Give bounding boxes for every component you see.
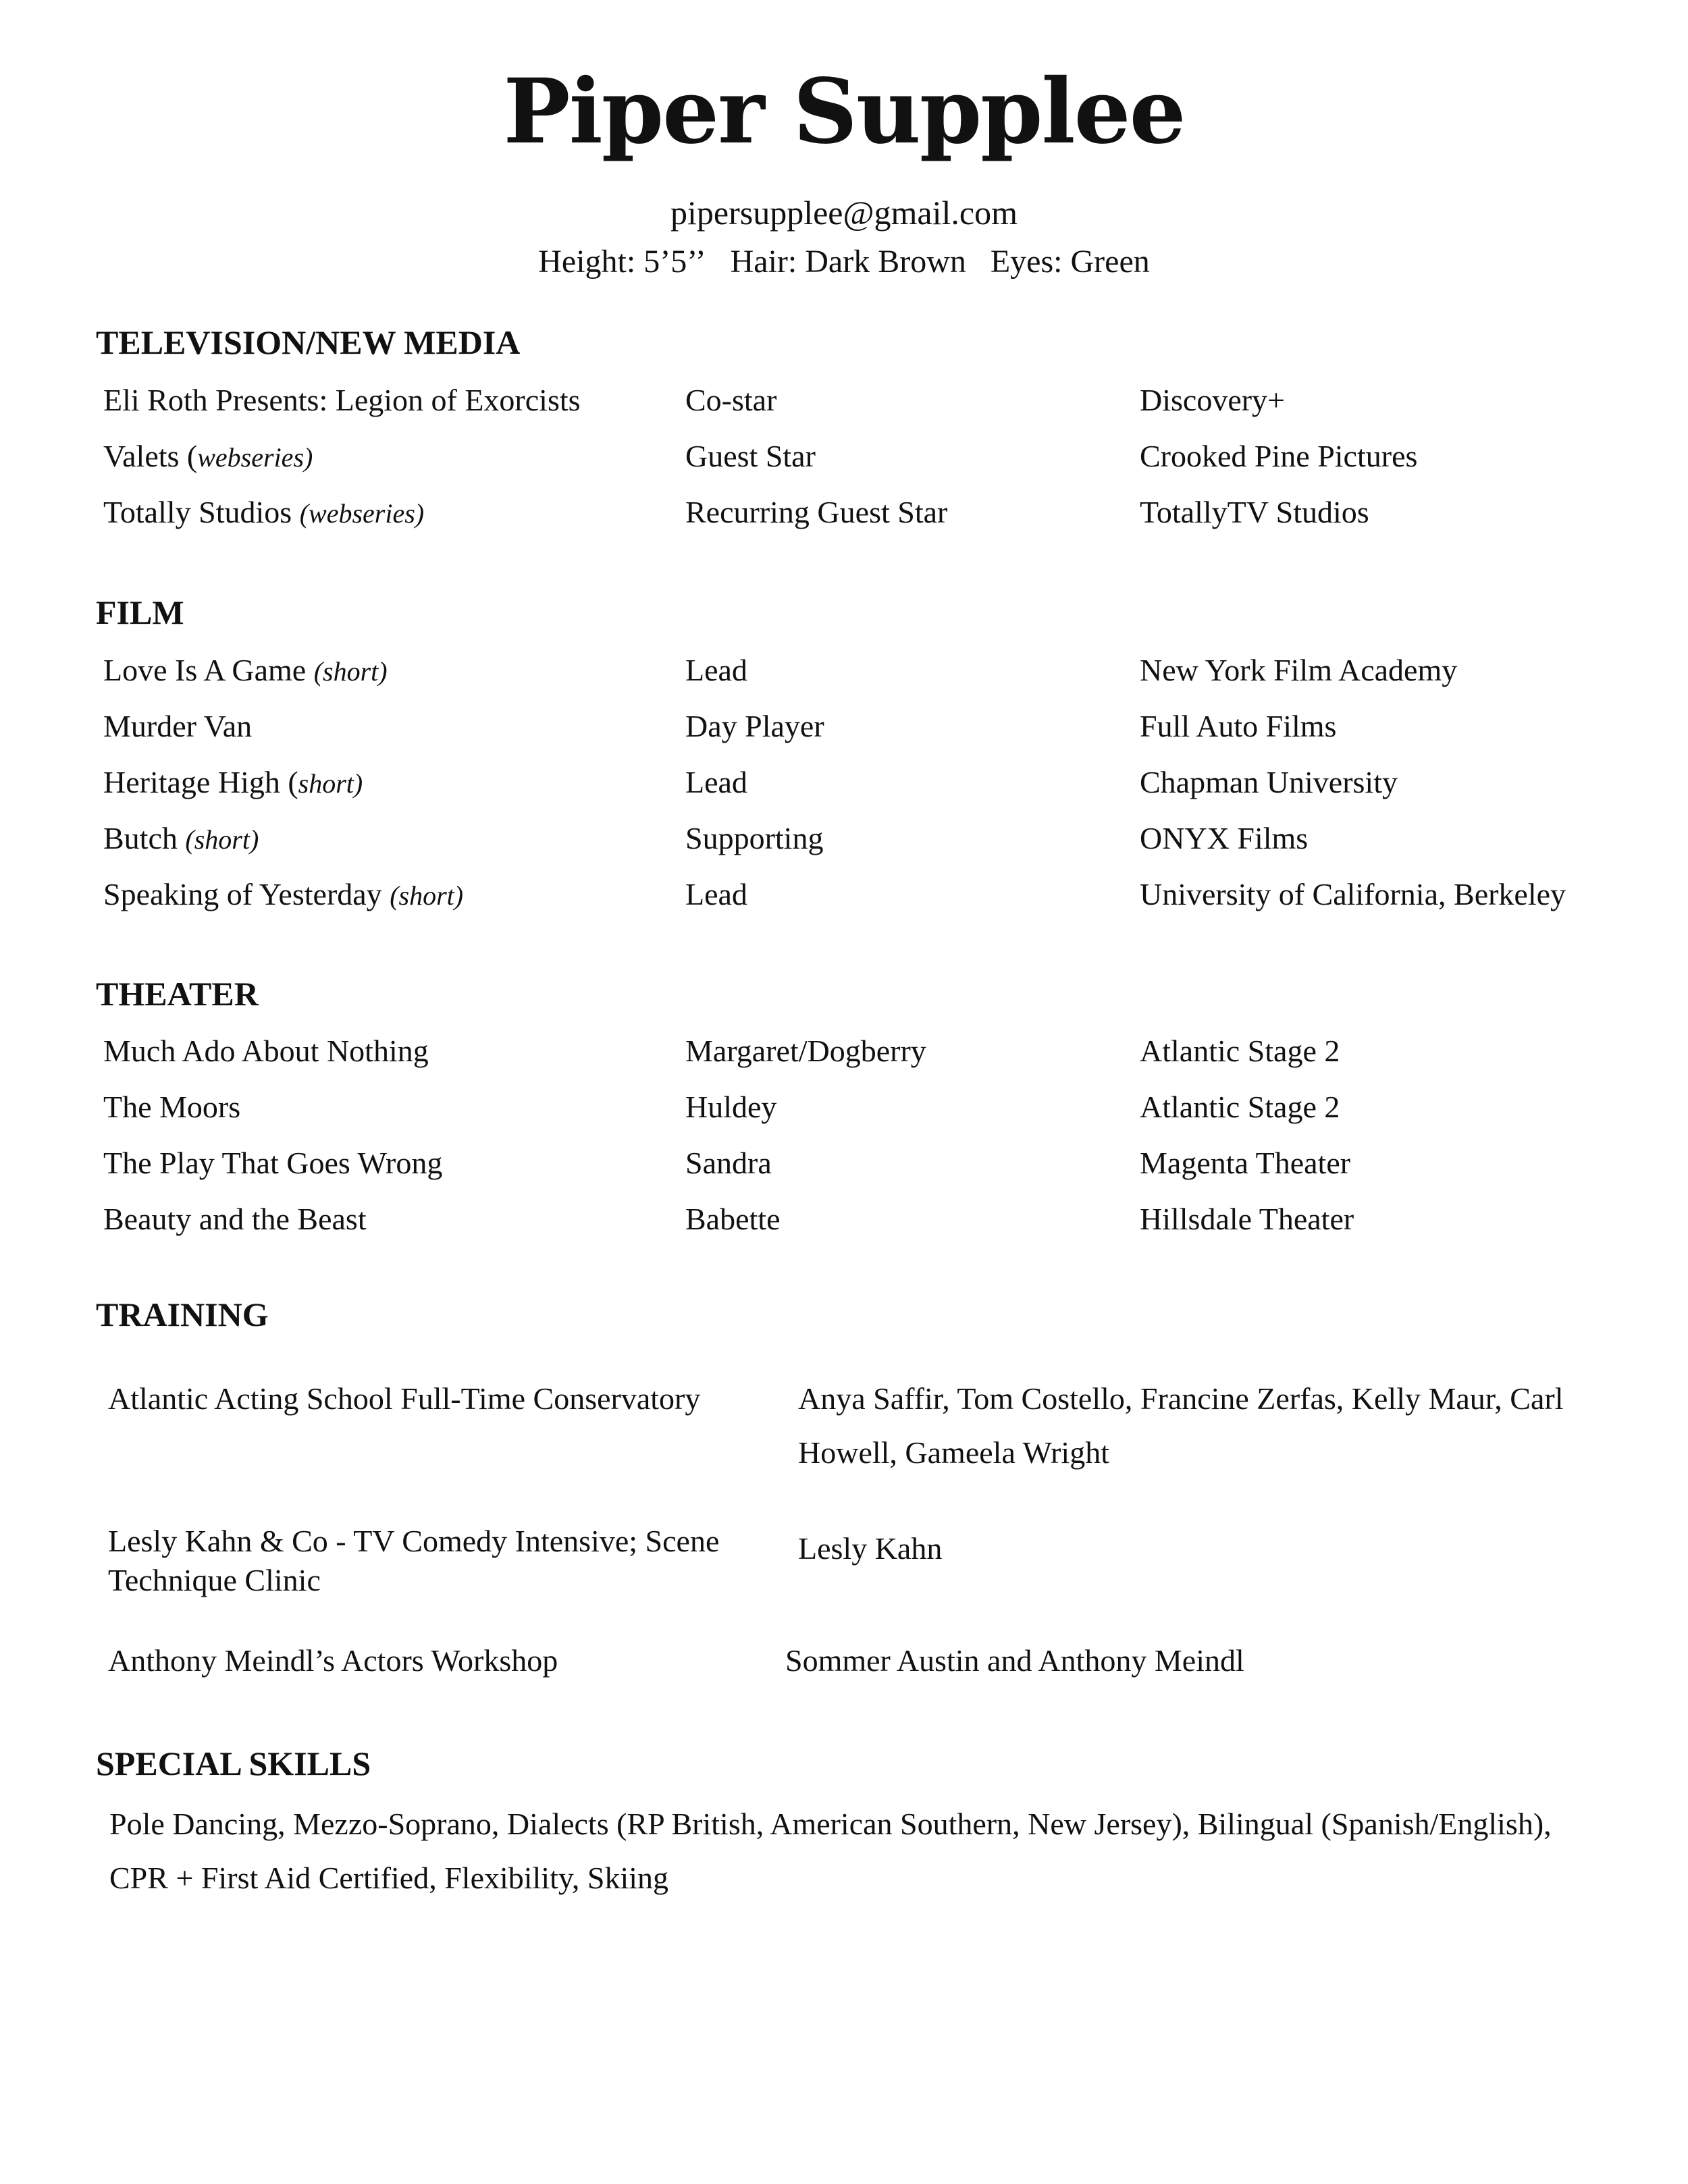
credit-project: The Play That Goes Wrong xyxy=(103,1146,443,1180)
credit-company: Discovery+ xyxy=(1140,383,1285,417)
credit-project: Beauty and the Beast xyxy=(103,1202,367,1236)
credit-title: Love Is A Game xyxy=(103,653,314,687)
credit-title: Speaking of Yesterday xyxy=(103,877,390,911)
credit-project xyxy=(103,497,424,528)
credit-role: Huldey xyxy=(685,1090,777,1124)
credit-role: Recurring Guest Star xyxy=(685,495,948,529)
hair-stat: Hair: Dark Brown xyxy=(730,244,966,279)
credit-note: (short) xyxy=(185,824,259,855)
training-teachers: Anya Saffir, Tom Costello, Francine Zerfas, Kelly Maur, Carl Howell, Gameela Wright xyxy=(798,1381,1564,1470)
credit-project xyxy=(103,823,259,854)
credit-project xyxy=(103,441,313,472)
credit-row xyxy=(0,385,1688,425)
credit-project xyxy=(103,767,363,798)
credit-role: Co-star xyxy=(685,383,777,417)
credit-row xyxy=(0,767,1688,807)
credit-role: Guest Star xyxy=(685,439,816,473)
credit-role: Lead xyxy=(685,765,747,799)
credit-company: New York Film Academy xyxy=(1140,653,1458,687)
credit-role: Sandra xyxy=(685,1146,772,1180)
credit-row xyxy=(0,497,1688,537)
eyes-stat: Eyes: Green xyxy=(990,244,1150,279)
training-program: Atlantic Acting School Full-Time Conservatory xyxy=(108,1381,701,1416)
credit-company: ONYX Films xyxy=(1140,821,1309,855)
credit-company: Full Auto Films xyxy=(1140,709,1337,743)
credit-row xyxy=(0,879,1688,920)
credit-project: The Moors xyxy=(103,1090,241,1124)
credit-role: Lead xyxy=(685,877,747,911)
section-title-film: FILM xyxy=(96,593,184,631)
training-teachers: Lesly Kahn xyxy=(798,1531,943,1566)
credit-note: (webseries) xyxy=(299,498,425,529)
credit-title: Valets ( xyxy=(103,439,198,473)
credit-row xyxy=(0,823,1688,863)
height-stat: Height: 5’5’’ xyxy=(538,244,706,279)
training-program: Lesly Kahn & Co - TV Comedy Intensive; Scene Technique Clinic xyxy=(108,1524,720,1597)
credit-role: Supporting xyxy=(685,821,824,855)
credit-project xyxy=(103,879,463,910)
physical-stats xyxy=(0,246,1688,278)
credit-company: Atlantic Stage 2 xyxy=(1140,1090,1340,1124)
credit-company: Magenta Theater xyxy=(1140,1146,1351,1180)
credit-row xyxy=(0,441,1688,481)
credit-title: Totally Studios xyxy=(103,495,300,529)
credit-project xyxy=(103,711,252,742)
section-title-television: TELEVISION/NEW MEDIA xyxy=(96,323,521,361)
credit-note: (short) xyxy=(390,880,464,911)
credit-role: Margaret/Dogberry xyxy=(685,1034,926,1068)
credit-note: short) xyxy=(298,768,363,799)
credit-row xyxy=(0,1092,1688,1132)
credit-role: Lead xyxy=(685,653,747,687)
credit-company: Atlantic Stage 2 xyxy=(1140,1034,1340,1068)
credit-note: webseries) xyxy=(197,442,313,473)
credit-title: Murder Van xyxy=(103,709,253,743)
credit-title: Heritage High ( xyxy=(103,765,298,799)
credit-project xyxy=(103,385,581,416)
credit-company: Chapman University xyxy=(1140,765,1398,799)
section-title-training: TRAINING xyxy=(96,1296,269,1333)
credit-row xyxy=(0,711,1688,751)
training-program: Anthony Meindl’s Actors Workshop xyxy=(108,1643,558,1678)
credit-row xyxy=(0,1148,1688,1188)
section-title-skills: SPECIAL SKILLS xyxy=(96,1744,371,1782)
credit-note: (short) xyxy=(313,656,388,687)
credit-role: Babette xyxy=(685,1202,781,1236)
credit-role: Day Player xyxy=(685,709,824,743)
training-teachers: Sommer Austin and Anthony Meindl xyxy=(785,1643,1244,1678)
section-title-theater: THEATER xyxy=(96,975,259,1013)
credit-project: Much Ado About Nothing xyxy=(103,1034,429,1068)
credit-row xyxy=(0,655,1688,695)
credit-company: University of California, Berkeley xyxy=(1140,877,1566,911)
resume-name: Piper Supplee xyxy=(503,59,1185,164)
email-address: pipersupplee@gmail.com xyxy=(670,194,1018,232)
credit-title: Butch xyxy=(103,821,186,855)
credit-project xyxy=(103,655,388,686)
credit-row xyxy=(0,1204,1688,1244)
credit-company: TotallyTV Studios xyxy=(1140,495,1369,529)
credit-title: Eli Roth Presents: Legion of Exorcists xyxy=(103,383,581,417)
credit-company: Crooked Pine Pictures xyxy=(1140,439,1418,473)
credit-company: Hillsdale Theater xyxy=(1140,1202,1354,1236)
credit-row xyxy=(0,1036,1688,1076)
skills-text: Pole Dancing, Mezzo-Soprano, Dialects (RP British, American Southern, New Jersey), Bilingual (Spanish/English), CPR + First Aid Certified, Flexibility, Skiing xyxy=(109,1807,1552,1895)
